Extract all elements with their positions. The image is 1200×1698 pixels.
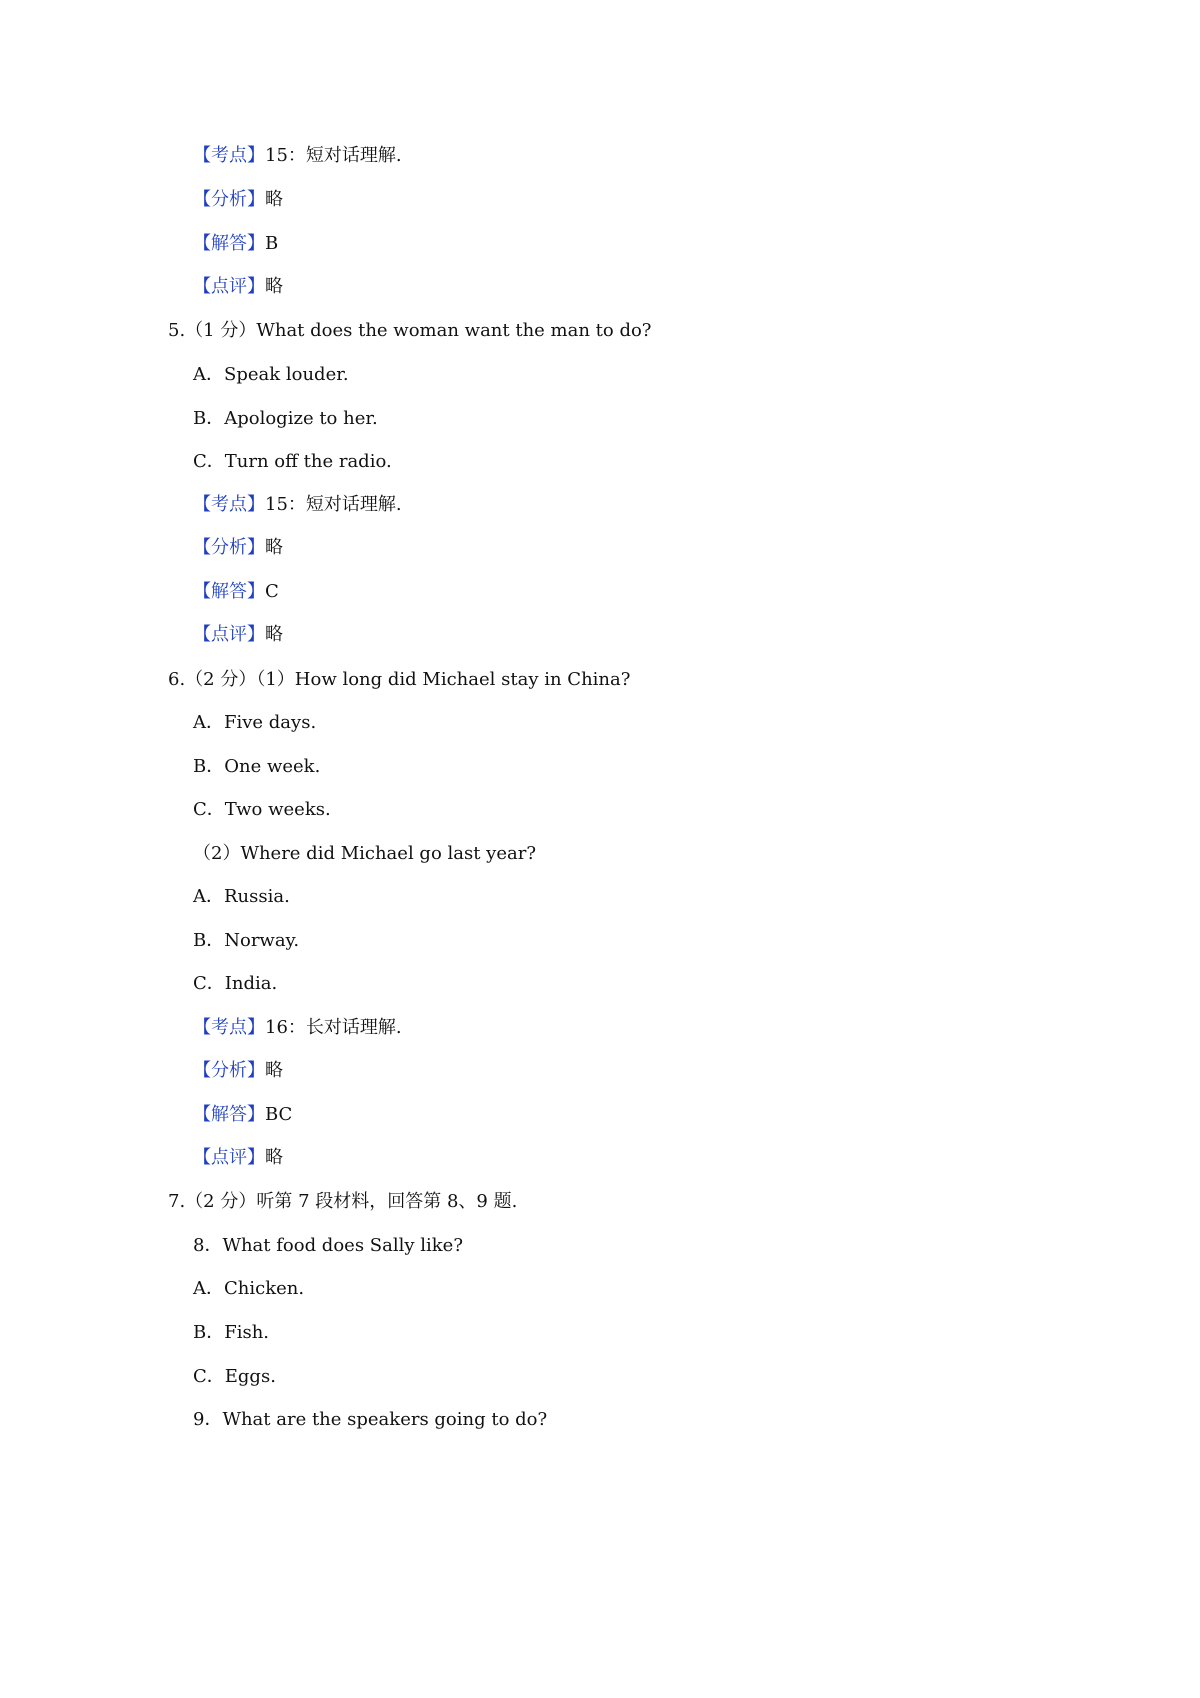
dianping-row — [193, 623, 283, 647]
dianping-tag: 【点评】 — [193, 276, 265, 297]
dianping-row — [193, 1146, 283, 1170]
jieda-value: C — [265, 581, 279, 602]
question-6-2-option-c: C．India. — [193, 973, 278, 994]
question-6-1-option-b: B．One week. — [193, 756, 321, 777]
question-9-stem: 9．What are the speakers going to do? — [193, 1409, 548, 1430]
kaodian-row — [193, 144, 402, 168]
question-5-stem: 5.（1 分）What does the woman want the man to do? — [168, 320, 652, 341]
fenxi-row — [193, 188, 283, 212]
question-8-stem: 8．What food does Sally like? — [193, 1235, 463, 1256]
question-6-1-option-c: C．Two weeks. — [193, 799, 331, 820]
kaodian-value: 16：长对话理解. — [265, 1017, 402, 1038]
dianping-tag: 【点评】 — [193, 1147, 265, 1168]
question-6-2-option-b: B．Norway. — [193, 930, 300, 951]
jieda-tag: 【解答】 — [193, 581, 265, 602]
kaodian-tag: 【考点】 — [193, 1017, 265, 1038]
jieda-row — [193, 1103, 292, 1127]
question-5-option-c: C．Turn off the radio. — [193, 451, 392, 472]
kaodian-row — [193, 1016, 402, 1040]
jieda-tag: 【解答】 — [193, 1104, 265, 1125]
jieda-tag: 【解答】 — [193, 233, 265, 254]
kaodian-row — [193, 493, 402, 517]
fenxi-row — [193, 536, 283, 560]
kaodian-tag: 【考点】 — [193, 145, 265, 166]
question-6-stem: 6.（2 分）（1）How long did Michael stay in China? — [168, 669, 631, 690]
fenxi-tag: 【分析】 — [193, 1060, 265, 1081]
question-8-option-a: A．Chicken. — [193, 1278, 305, 1299]
fenxi-tag: 【分析】 — [193, 189, 265, 210]
fenxi-value: 略 — [265, 1060, 283, 1081]
question-7-stem: 7.（2 分）听第 7 段材料，回答第 8、9 题. — [168, 1191, 518, 1212]
question-6-1-option-a: A．Five days. — [193, 712, 317, 733]
jieda-value: BC — [265, 1104, 293, 1125]
jieda-value: B — [265, 233, 279, 254]
question-5-option-b: B．Apologize to her. — [193, 408, 378, 429]
question-6-2-option-a: A．Russia. — [193, 886, 290, 907]
question-5-option-a: A．Speak louder. — [193, 364, 349, 385]
kaodian-value: 15：短对话理解. — [265, 494, 402, 515]
question-8-option-c: C．Eggs. — [193, 1366, 276, 1387]
kaodian-value: 15：短对话理解. — [265, 145, 402, 166]
fenxi-row — [193, 1059, 283, 1083]
dianping-row — [193, 275, 283, 299]
fenxi-value: 略 — [265, 537, 283, 558]
jieda-row — [193, 580, 279, 604]
question-6-2-stem: （2）Where did Michael go last year? — [193, 843, 536, 864]
fenxi-value: 略 — [265, 189, 283, 210]
dianping-value: 略 — [265, 276, 283, 297]
fenxi-tag: 【分析】 — [193, 537, 265, 558]
jieda-row — [193, 232, 278, 256]
dianping-value: 略 — [265, 624, 283, 645]
question-8-option-b: B．Fish. — [193, 1322, 270, 1343]
kaodian-tag: 【考点】 — [193, 494, 265, 515]
dianping-tag: 【点评】 — [193, 624, 265, 645]
dianping-value: 略 — [265, 1147, 283, 1168]
